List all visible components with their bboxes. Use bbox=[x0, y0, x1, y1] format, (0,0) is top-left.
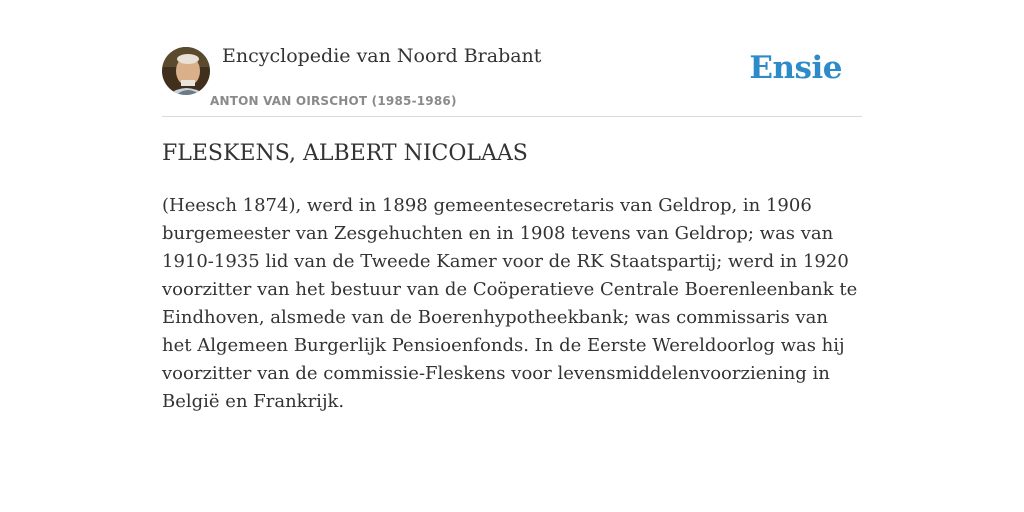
entry-title: FLESKENS, ALBERT NICOLAAS bbox=[162, 141, 528, 166]
book-title[interactable]: Encyclopedie van Noord Brabant bbox=[222, 45, 542, 67]
author-name[interactable]: ANTON VAN OIRSCHOT (1985-1986) bbox=[210, 94, 457, 108]
author-portrait-image bbox=[162, 47, 210, 95]
author-avatar[interactable] bbox=[162, 47, 210, 95]
page-header bbox=[162, 0, 862, 117]
entry-body: (Heesch 1874), werd in 1898 gemeentesecretaris van Geldrop, in 1906 burgemeester van Zesgehuchten en in 1908 tevens van Geldrop; was van 1910-1935 lid van de Tweede Kamer voor de RK Staatspartij; werd in 1920 voorzitter van het bestuur van de Coöperatieve Centrale Boerenleenbank te Eindhoven, alsmede van de Boerenhypotheekbank; was commissaris van het Algemeen Burgerlijk Pensioenfonds. In de Eerste Wereldoorlog was hij voorzitter van de commissie-Fleskens voor levensmiddelenvoorziening in België en Frankrijk. bbox=[162, 195, 858, 412]
brand-logo[interactable]: Ensie bbox=[749, 50, 842, 86]
